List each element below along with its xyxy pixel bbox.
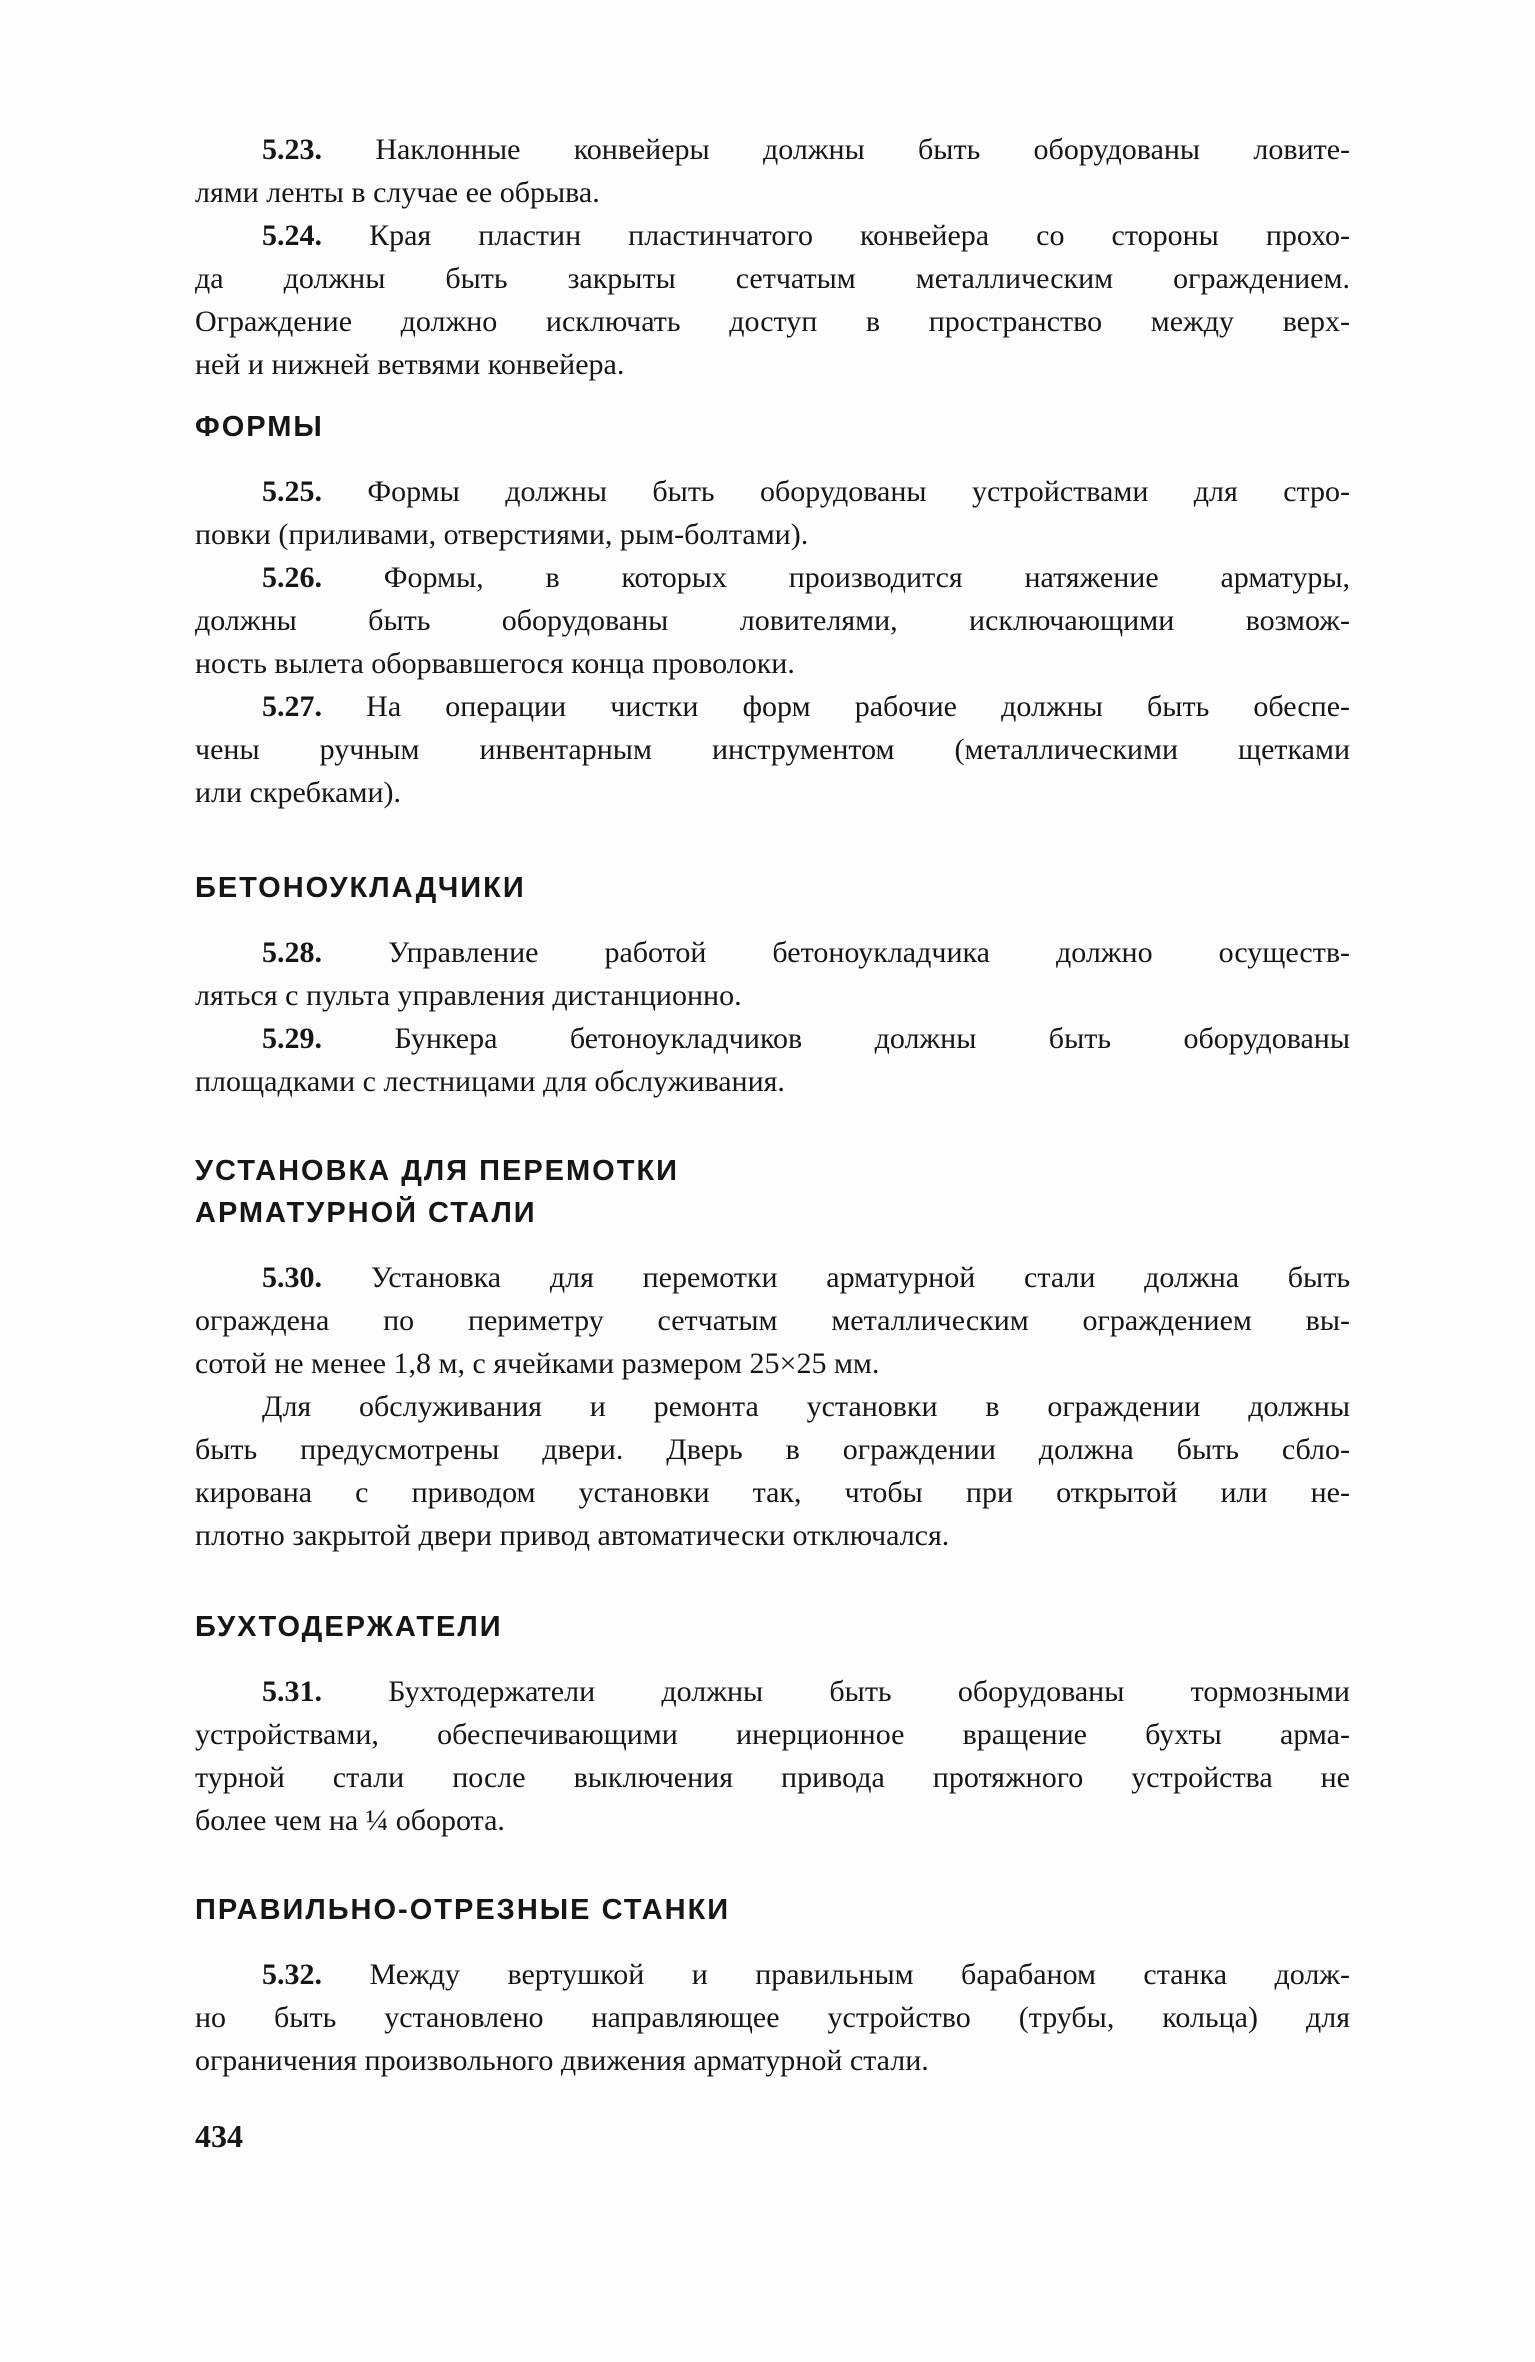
line-text: ограничения произвольного движения арматурной стали. bbox=[195, 2044, 929, 2077]
line-text: Ограждение должно исключать доступ в пространство между верх- bbox=[195, 305, 1350, 338]
line-text: Между вертушкой и правильным барабаном станка долж- bbox=[369, 1958, 1351, 1991]
line-text: Формы должны быть оборудованы устройствами для стро- bbox=[367, 475, 1350, 508]
line-text: Бункера бетоноукладчиков должны быть оборудованы bbox=[394, 1022, 1350, 1055]
line-text: Управление работой бетоноукладчика должно осуществ- bbox=[388, 936, 1350, 969]
text-line bbox=[195, 685, 1350, 728]
paragraph bbox=[195, 128, 1350, 214]
clause-number: 5.31. bbox=[262, 1675, 322, 1708]
section-concrete-pavers bbox=[195, 867, 1350, 1103]
line-text: Края пластин пластинчатого конвейера со стороны прохо- bbox=[369, 219, 1350, 252]
paragraph bbox=[195, 1670, 1350, 1842]
section-heading: БЕТОНОУКЛАДЧИКИ bbox=[195, 872, 526, 904]
text-line bbox=[195, 599, 1350, 642]
text-line bbox=[195, 128, 1350, 171]
text-line bbox=[195, 1299, 1350, 1342]
text-line bbox=[195, 1471, 1350, 1514]
line-text: турной стали после выключения привода протяжного устройства не bbox=[195, 1761, 1350, 1794]
text-line bbox=[195, 642, 1350, 685]
line-text: ляться с пульта управления дистанционно. bbox=[195, 979, 742, 1012]
text-line bbox=[195, 556, 1350, 599]
line-text: устройствами, обеспечивающими инерционное вращение бухты арма- bbox=[195, 1718, 1350, 1751]
text-line bbox=[195, 771, 1350, 814]
text-line bbox=[195, 1996, 1350, 2039]
section-heading: ФОРМЫ bbox=[195, 411, 324, 443]
clause-number: 5.27. bbox=[262, 690, 322, 723]
page-number: 434 bbox=[195, 2118, 243, 2154]
line-text: быть предусмотрены двери. Дверь в ограждении должна быть сбло- bbox=[195, 1433, 1350, 1466]
paragraph bbox=[195, 470, 1350, 556]
line-text: Бухтодержатели должны быть оборудованы тормозными bbox=[388, 1675, 1350, 1708]
text-line bbox=[195, 931, 1350, 974]
text-line bbox=[195, 1756, 1350, 1799]
text-line bbox=[195, 1799, 1350, 1842]
line-text: плотно закрытой двери привод автоматически отключался. bbox=[195, 1519, 950, 1552]
text-line bbox=[195, 343, 1350, 386]
line-text: кирована с приводом установки так, чтобы при открытой или не- bbox=[195, 1476, 1350, 1509]
text-line bbox=[195, 1953, 1350, 1996]
line-text: лями ленты в случае ее обрыва. bbox=[195, 176, 600, 209]
line-text: чены ручным инвентарным инструментом (металлическими щетками bbox=[195, 733, 1350, 766]
text-line bbox=[195, 2039, 1350, 2082]
line-text: Для обслуживания и ремонта установки в ограждении должны bbox=[262, 1390, 1350, 1423]
text-line bbox=[195, 1256, 1350, 1299]
clause-number: 5.24. bbox=[262, 219, 322, 252]
clause-number: 5.30. bbox=[262, 1261, 322, 1294]
line-text: повки (приливами, отверстиями, рым-болтами). bbox=[195, 518, 809, 551]
text-line bbox=[195, 974, 1350, 1017]
line-text: ограждена по периметру сетчатым металлическим ограждением вы- bbox=[195, 1304, 1350, 1337]
clause-number: 5.23. bbox=[262, 133, 322, 166]
section-heading: АРМАТУРНОЙ СТАЛИ bbox=[195, 1197, 537, 1229]
paragraph bbox=[195, 931, 1350, 1017]
text-line bbox=[195, 300, 1350, 343]
text-line bbox=[195, 728, 1350, 771]
paragraph bbox=[195, 214, 1350, 386]
clause-number: 5.32. bbox=[262, 1958, 322, 1991]
paragraph bbox=[195, 685, 1350, 814]
text-line bbox=[195, 1385, 1350, 1428]
text-line bbox=[195, 1713, 1350, 1756]
text-line bbox=[195, 470, 1350, 513]
clause-number: 5.25. bbox=[262, 475, 322, 508]
paragraph bbox=[195, 1953, 1350, 2082]
clause-number: 5.29. bbox=[262, 1022, 322, 1055]
text-line bbox=[195, 1514, 1350, 1557]
line-text: более чем на ¼ оборота. bbox=[195, 1804, 505, 1837]
line-text: но быть установлено направляющее устройство (трубы, кольца) для bbox=[195, 2001, 1350, 2034]
section-straightening-machines bbox=[195, 1889, 1350, 2082]
line-text: площадками с лестницами для обслуживания. bbox=[195, 1065, 785, 1098]
paragraph bbox=[195, 1256, 1350, 1385]
line-text: ность вылета оборвавшегося конца проволоки. bbox=[195, 647, 795, 680]
paragraph bbox=[195, 1385, 1350, 1557]
line-text: да должны быть закрыты сетчатым металлическим ограждением. bbox=[195, 262, 1350, 295]
section-coil-holders bbox=[195, 1606, 1350, 1842]
line-text: Наклонные конвейеры должны быть оборудованы ловите- bbox=[375, 133, 1351, 166]
paragraph bbox=[195, 1017, 1350, 1103]
line-text: Установка для перемотки арматурной стали должна быть bbox=[370, 1261, 1351, 1294]
line-text: или скребками). bbox=[195, 776, 402, 809]
text-line bbox=[195, 1342, 1350, 1385]
section-rewinding-unit bbox=[195, 1150, 1350, 1557]
line-text: Формы, в которых производится натяжение арматуры, bbox=[383, 561, 1351, 594]
clause-number: 5.28. bbox=[262, 936, 322, 969]
clause-number: 5.26. bbox=[262, 561, 322, 594]
line-text: должны быть оборудованы ловителями, исключающими возмож- bbox=[195, 604, 1350, 637]
section-heading: ПРАВИЛЬНО-ОТРЕЗНЫЕ СТАНКИ bbox=[195, 1894, 731, 1926]
text-line bbox=[195, 1670, 1350, 1713]
text-line bbox=[195, 1060, 1350, 1103]
text-line bbox=[195, 513, 1350, 556]
text-line bbox=[195, 171, 1350, 214]
section-heading: УСТАНОВКА ДЛЯ ПЕРЕМОТКИ bbox=[195, 1155, 679, 1187]
text-line bbox=[195, 1428, 1350, 1471]
paragraph bbox=[195, 556, 1350, 685]
text-line bbox=[195, 257, 1350, 300]
section-forms bbox=[195, 406, 1350, 814]
line-text: сотой не менее 1,8 м, с ячейками размером 25×25 мм. bbox=[195, 1347, 880, 1380]
section-conveyors bbox=[195, 128, 1350, 386]
section-heading: БУХТОДЕРЖАТЕЛИ bbox=[195, 1611, 503, 1643]
line-text: ней и нижней ветвями конвейера. bbox=[195, 348, 625, 381]
text-line bbox=[195, 214, 1350, 257]
text-line bbox=[195, 1017, 1350, 1060]
line-text: На операции чистки форм рабочие должны быть обеспе- bbox=[366, 690, 1351, 723]
